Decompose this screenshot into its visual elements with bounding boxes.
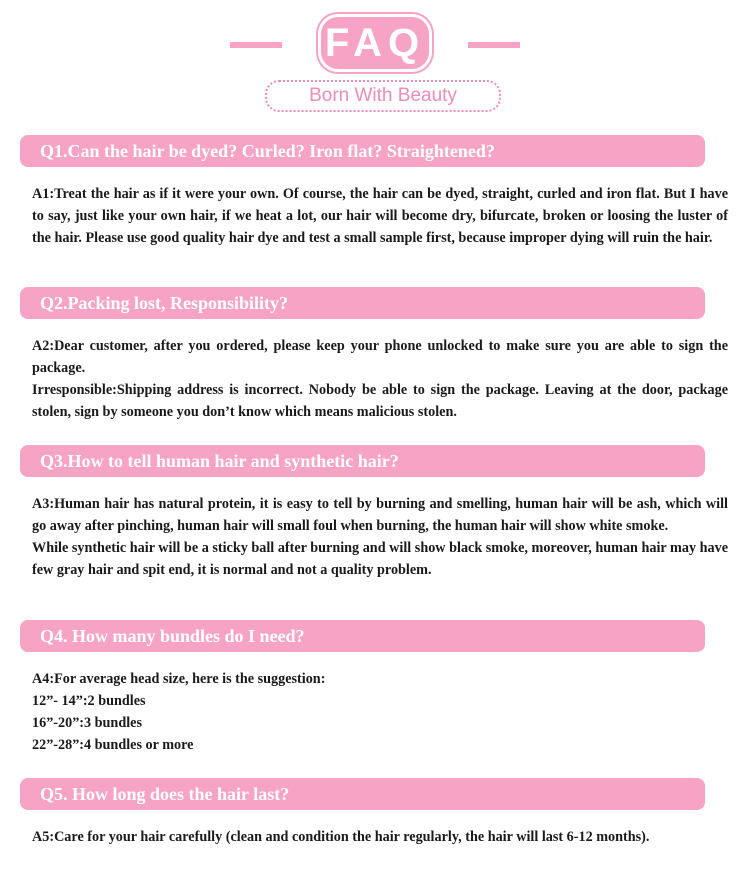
faq-item-4 (20, 620, 730, 756)
answer-5 (20, 826, 728, 848)
question-5: Q5. How long does the hair last? (20, 778, 705, 810)
faq-header (0, 0, 750, 120)
answer-4-line-2: 12”- 14”:2 bundles (32, 693, 146, 709)
answer-3 (20, 493, 728, 581)
question-2: Q2.Packing lost, Responsibility? (20, 287, 705, 319)
answer-5-paragraph-1: A5:Care for your hair carefully (clean and condition the hair regularly, the hair will last 6-12 months). (32, 829, 650, 845)
answer-2-paragraph-2: Irresponsible:Shipping address is incorrect. Nobody be able to sign the package. Leaving at the door, package stolen, sign by someone you don’t know which means malicious stolen. (32, 382, 728, 420)
answer-1-paragraph-1: A1:Treat the hair as if it were your own. Of course, the hair can be dyed, straight, curled and iron flat. But I have to say, just like your own hair, if we heat a lot, our hair will become dry, bifurcate, broken or loosing the luster of the hair. Please use good quality hair dye and test a small sample first, because improper dying will ruin the hair. (32, 186, 728, 246)
answer-2-paragraph-1: A2:Dear customer, after you ordered, please keep your phone unlocked to make sure you are able to sign the package. (32, 338, 728, 376)
header-subtitle: Born With Beauty (265, 80, 501, 112)
answer-4-line-3: 16”-20”:3 bundles (32, 715, 142, 731)
answer-3-paragraph-1: A3:Human hair has natural protein, it is easy to tell by burning and smelling, human hair will be ash, which will go away after pinching, human hair will small foul when burning, the human hair will show white smoke. (32, 496, 728, 534)
answer-4-line-4: 22”-28”:4 bundles or more (32, 737, 194, 753)
question-4: Q4. How many bundles do I need? (20, 620, 705, 652)
answer-2 (20, 335, 728, 423)
answer-1 (20, 183, 728, 249)
question-3: Q3.How to tell human hair and synthetic hair? (20, 445, 705, 477)
left-divider (230, 42, 282, 48)
faq-item-1 (20, 135, 730, 249)
question-1: Q1.Can the hair be dyed? Curled? Iron flat? Straightened? (20, 135, 705, 167)
answer-4-line-1: A4:For average head size, here is the suggestion: (32, 671, 326, 687)
faq-item-5 (20, 778, 730, 848)
faq-item-2 (20, 287, 730, 423)
right-divider (468, 42, 520, 48)
answer-4 (20, 668, 728, 756)
faq-logo: FAQ (318, 14, 432, 72)
answer-3-paragraph-2: While synthetic hair will be a sticky ball after burning and will show black smoke, moreover, human hair may have few gray hair and spit end, it is normal and not a quality problem. (32, 540, 728, 578)
faq-item-3 (20, 445, 730, 581)
